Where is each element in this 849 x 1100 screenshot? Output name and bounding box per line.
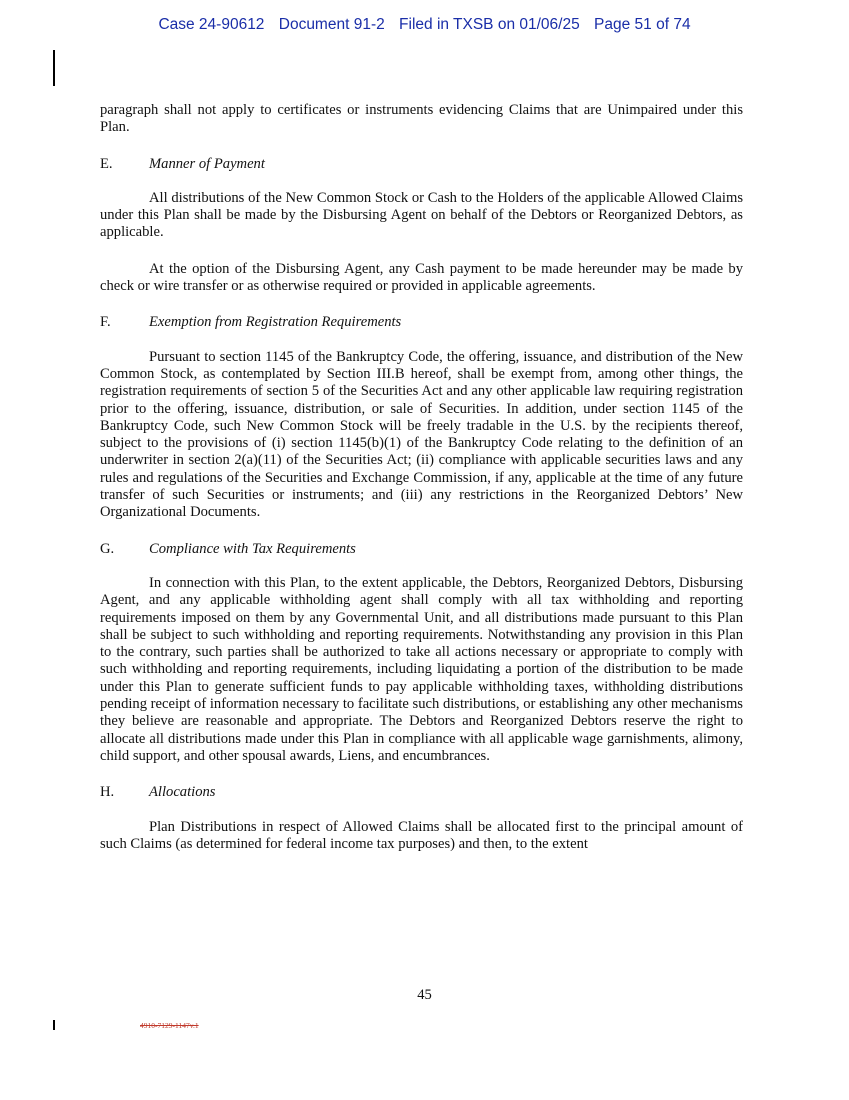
section-f-heading	[100, 314, 743, 331]
revision-bar-bottom	[53, 1020, 55, 1030]
section-e-heading	[100, 156, 743, 173]
document-body	[100, 102, 743, 853]
section-e-title: Manner of Payment	[149, 155, 265, 172]
section-h-paragraph-1: Plan Distributions in respect of Allowed Claims shall be allocated first to the principal amount of such Claims (as determined for federal income tax purposes) and then, to the extent	[100, 818, 743, 852]
section-h-title: Allocations	[149, 784, 216, 801]
filing-header	[0, 16, 849, 34]
filed-info: Filed in TXSB on 01/06/25	[399, 16, 580, 33]
document-id: 4910-7129-1147v.1	[140, 1021, 199, 1030]
case-number: Case 24-90612	[158, 16, 265, 33]
section-e-paragraph-1: All distributions of the New Common Stock or Cash to the Holders of the applicable Allowed Claims under this Plan shall be made by the Disbursing Agent on behalf of the Debtors or Reorganized Debtors, as applicable.	[100, 189, 743, 241]
page-number: 45	[417, 987, 432, 1003]
section-g-letter: G.	[100, 540, 115, 557]
revision-bar-top	[53, 50, 55, 86]
section-g-paragraph-1: In connection with this Plan, to the extent applicable, the Debtors, Reorganized Debtors, Disbursing Agent, and any applicable withholding agent shall comply with all tax withholding and reporting requirements imposed on them by any Governmental Unit, and all distributions made pursuant to this Plan shall be subject to such withholding and reporting requirements. Notwithstanding any provision in this Plan to the contrary, such parties shall be authorized to take all actions necessary or appropriate to comply with such withholding and reporting requirements, including liquidating a portion of the distribution to be made under this Plan to generate sufficient funds to pay applicable withholding taxes, withholding distributions pending receipt of information necessary to facilitate such distributions, or establishing any other mechanisms they believe are reasonable and appropriate. The Debtors and Reorganized Debtors reserve the right to allocate all distributions made under this Plan in compliance with all applicable wage garnishments, alimony, child support, and other spousal awards, Liens, and encumbrances.	[100, 574, 743, 764]
section-h-letter: H.	[100, 784, 115, 801]
section-f-title: Exemption from Registration Requirements	[149, 314, 402, 331]
section-g-heading	[100, 541, 743, 558]
section-f-paragraph-1: Pursuant to section 1145 of the Bankruptcy Code, the offering, issuance, and distribution of the New Common Stock, as contemplated by Section III.B hereof, shall be exempt from, among other things, the registration requirements of section 5 of the Securities Act and any other applicable law requiring registration prior to the offering, issuance, distribution, or sale of Securities. In addition, under section 1145 of the Bankruptcy Code, such New Common Stock will be freely tradable in the U.S. by the recipients thereof, subject to the provisions of (i) section 1145(b)(1) of the Bankruptcy Code relating to the definition of an underwriter in section 2(a)(11) of the Securities Act; (ii) compliance with applicable securities laws and any rules and regulations of the Securities and Exchange Commission, if any, applicable at the time of any future transfer of such Securities or instruments; and (iii) any restrictions in the Reorganized Debtors’ New Organizational Documents.	[100, 348, 743, 521]
section-e-paragraph-2: At the option of the Disbursing Agent, any Cash payment to be made hereunder may be made by check or wire transfer or as otherwise required or provided in applicable agreements.	[100, 260, 743, 295]
section-h-heading	[100, 784, 743, 801]
section-f-letter: F.	[100, 314, 111, 331]
section-g-title: Compliance with Tax Requirements	[149, 540, 356, 557]
document-number: Document 91-2	[278, 16, 385, 33]
intro-paragraph: paragraph shall not apply to certificates or instruments evidencing Claims that are Unimpaired under this Plan.	[100, 102, 743, 136]
section-e-letter: E.	[100, 155, 113, 172]
page-info: Page 51 of 74	[594, 16, 691, 33]
